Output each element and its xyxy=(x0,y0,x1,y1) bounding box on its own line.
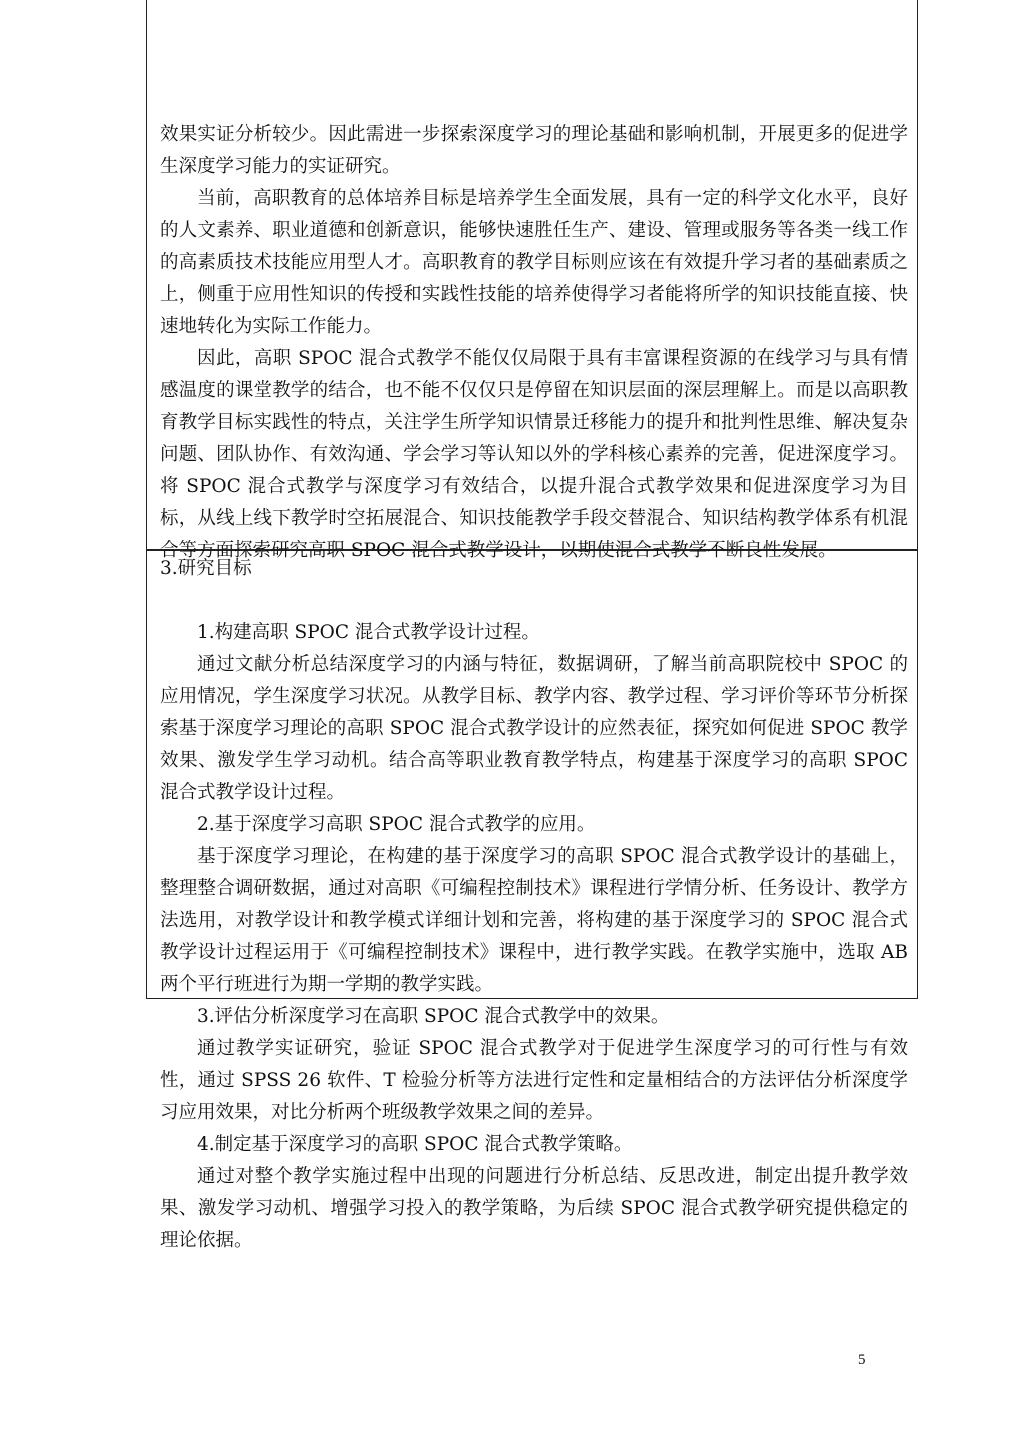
paragraph-spoc-blended: 因此，高职 SPOC 混合式教学不能仅仅局限于具有丰富课程资源的在线学习与具有情感温度的课堂教学的结合，也不能不仅仅只是停留在知识层面的深层理解上。而是以高职教育教学目标实践性的特点，关注学生所学知识情景迁移能力的提升和批判性思维、解决复杂问题、团队协作、有效沟通、学会学习等认知以外的学科核心素养的完善，促进深度学习。将 SPOC 混合式教学与深度学习有效结合，以提升混合式教学效果和促进深度学习为目标，从线上线下教学时空拓展混合、知识技能教学手段交替混合、知识结构教学体系有机混合等方面探索研究高职 SPOC 混合式教学设计，以期使混合式教学不断良性发展。 xyxy=(160,348,908,561)
goal-title: 1.构建高职 SPOC 混合式教学设计过程。 xyxy=(197,622,540,643)
background-text xyxy=(160,119,908,567)
paragraph-continuation: 效果实证分析较少。因此需进一步探索深度学习的理论基础和影响机制，开展更多的促进学生深度学习能力的实证研究。 xyxy=(160,124,908,177)
research-goals-text xyxy=(160,553,908,1257)
paragraph-education-goals: 当前，高职教育的总体培养目标是培养学生全面发展，具有一定的科学文化水平，良好的人文素养、职业道德和创新意识，能够快速胜任生产、建设、管理或服务等各类一线工作的高素质技术技能应用型人才。高职教育的教学目标则应该在有效提升学习者的基础素质之上，侧重于应用性知识的传授和实践性技能的培养使得学习者能将所学的知识技能直接、快速地转化为实际工作能力。 xyxy=(160,188,908,337)
section-heading: 3.研究目标 xyxy=(160,558,252,579)
table-cell-background xyxy=(146,0,918,561)
goal-title: 2.基于深度学习高职 SPOC 混合式教学的应用。 xyxy=(197,814,596,835)
goal-title: 3.评估分析深度学习在高职 SPOC 混合式教学中的效果。 xyxy=(197,1006,670,1027)
table-cell-research-goals xyxy=(146,549,918,1251)
goal-body: 基于深度学习理论，在构建的基于深度学习的高职 SPOC 混合式教学设计的基础上，整理整合调研数据，通过对高职《可编程控制技术》课程进行学情分析、任务设计、教学方法选用，对教学设计和教学模式详细计划和完善，将构建的基于深度学习的 SPOC 混合式教学设计过程运用于《可编程控制技术》课程中，进行教学实践。在教学实施中，选取 AB 两个平行班进行为期一学期的教学实践。 xyxy=(160,846,908,995)
goal-body: 通过对整个教学实施过程中出现的问题进行分析总结、反思改进，制定出提升教学效果、激发学习动机、增强学习投入的教学策略，为后续 SPOC 混合式教学研究提供稳定的理论依据。 xyxy=(160,1166,908,1251)
page-number: 5 xyxy=(858,1352,866,1368)
goal-body: 通过文献分析总结深度学习的内涵与特征，数据调研，了解当前高职院校中 SPOC 的应用情况，学生深度学习状况。从教学目标、教学内容、教学过程、学习评价等环节分析探索基于深度学习理论的高职 SPOC 混合式教学设计的应然表征，探究如何促进 SPOC 教学效果、激发学生学习动机。结合高等职业教育教学特点，构建基于深度学习的高职 SPOC 混合式教学设计过程。 xyxy=(160,654,908,803)
goal-body: 通过教学实证研究，验证 SPOC 混合式教学对于促进学生深度学习的可行性与有效性，通过 SPSS 26 软件、T 检验分析等方法进行定性和定量相结合的方法评估分析深度学习应用效果，对比分析两个班级教学效果之间的差异。 xyxy=(160,1038,908,1123)
goal-title: 4.制定基于深度学习的高职 SPOC 混合式教学策略。 xyxy=(197,1134,633,1155)
